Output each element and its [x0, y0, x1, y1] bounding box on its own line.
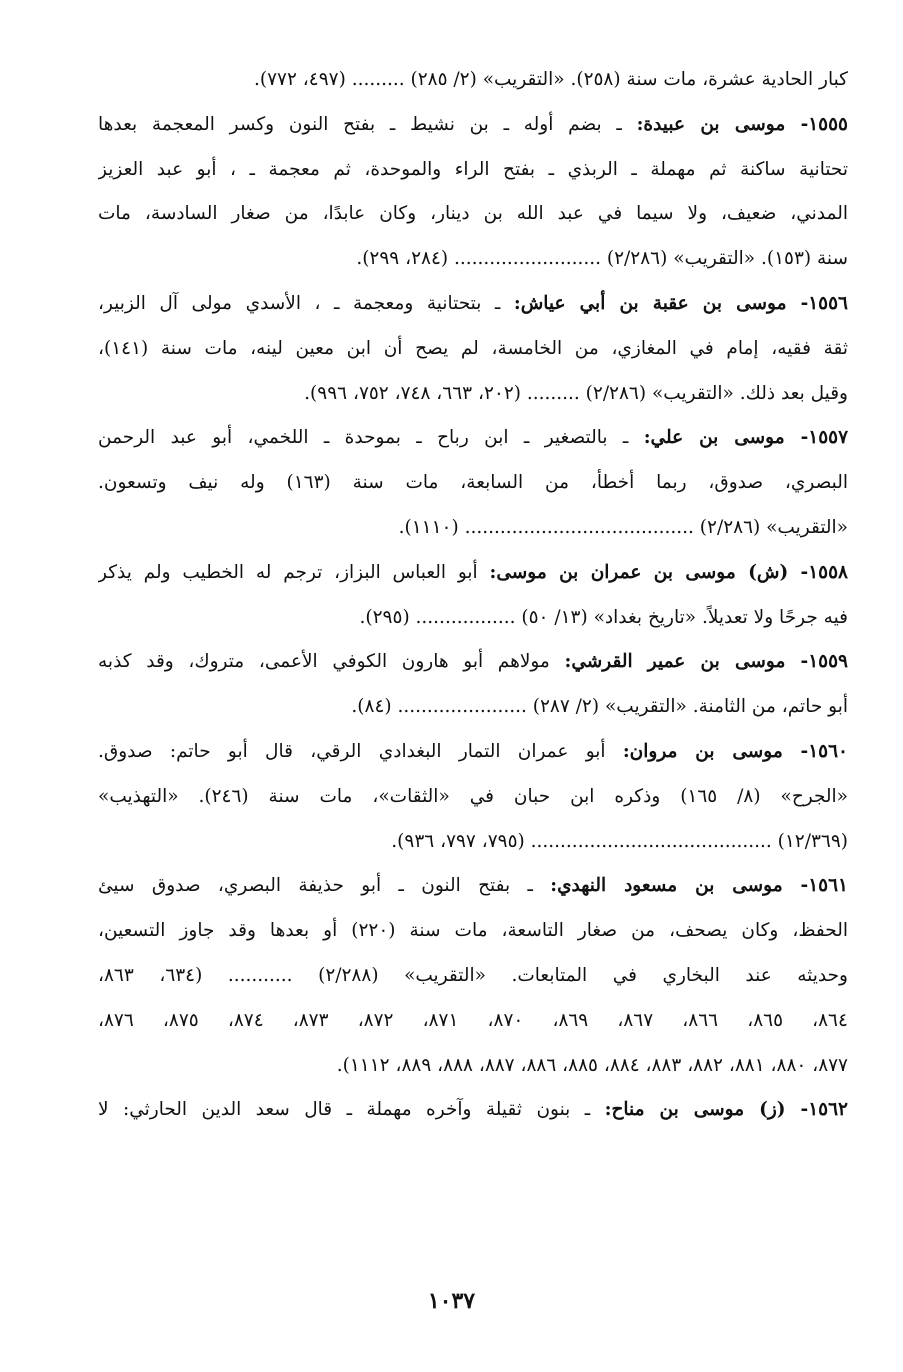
entry-heading: ١٥٦٢- (ز) موسى بن مناح: — [604, 1099, 848, 1121]
entry-text: «التقريب» (٢/٢٨٦) ....................................... (١١١٠). — [398, 516, 848, 538]
text-line — [98, 730, 848, 775]
entry-text: تحتانية ساكنة ثم مهملة ـ الربذي ـ بفتح الراء والموحدة، ثم معجمة ـ ، أبو عبد العزيز — [98, 158, 848, 180]
entry-text: ثقة فقيه، إمام في المغازي، من الخامسة، لم يصح أن ابن معين لينه، مات سنة (١٤١)، — [98, 337, 848, 359]
entry-text: أبو العباس البزاز، ترجم له الخطيب ولم يذكر — [98, 561, 490, 583]
text-line — [98, 820, 848, 865]
entry-heading: ١٥٥٧- موسى بن علي: — [643, 427, 848, 449]
text-line — [98, 372, 848, 417]
entry-text: وقيل بعد ذلك. «التقريب» (٢/٢٨٦) ......... (٢٠٢، ٦٦٣، ٧٤٨، ٧٥٢، ٩٩٦). — [304, 382, 848, 404]
entry-text: ـ بالتصغير ـ ابن رباح ـ بموحدة ـ اللخمي، أبو عبد الرحمن — [98, 427, 644, 449]
text-line — [98, 999, 848, 1044]
entry-text: (١٢/٣٦٩) ......................................... (٧٩٥، ٧٩٧، ٩٣٦). — [391, 830, 848, 852]
page-number: ١٠٣٧ — [427, 1288, 476, 1314]
entry-heading: ١٥٥٥- موسى بن عبيدة: — [636, 113, 848, 135]
entry-heading: ١٥٥٦- موسى بن عقبة بن أبي عياش: — [513, 292, 848, 314]
entry-text: ـ بضم أوله ـ بن نشيط ـ بفتح النون وكسر المعجمة بعدها — [98, 113, 637, 135]
entry-text: ٨٦٤، ٨٦٥، ٨٦٦، ٨٦٧، ٨٦٩، ٨٧٠، ٨٧١، ٨٧٢، ٨٧٣، ٨٧٤، ٨٧٥، ٨٧٦، — [98, 1009, 848, 1031]
text-line — [98, 551, 848, 596]
text-line — [98, 58, 848, 103]
entry-heading: ١٥٦١- موسى بن مسعود النهدي: — [550, 875, 848, 897]
entry-text: وحديثه عند البخاري في المتابعات. «التقريب» (٢/٢٨٨) ........... (٦٣٤، ٨٦٣، — [98, 964, 848, 986]
text-line — [98, 103, 848, 148]
entry-text: ـ بنون ثقيلة وآخره مهملة ـ قال سعد الدين الحارثي: لا — [98, 1099, 605, 1121]
text-line — [98, 954, 848, 999]
text-line — [98, 327, 848, 372]
text-line — [98, 282, 848, 327]
entry-heading: ١٥٥٩- موسى بن عمير القرشي: — [564, 651, 848, 673]
entry-heading: ١٥٥٨- (ش) موسى بن عمران بن موسى: — [489, 561, 848, 583]
text-line — [98, 775, 848, 820]
page-body — [98, 58, 848, 1308]
text-line — [98, 148, 848, 193]
text-line — [98, 416, 848, 461]
entry-text: سنة (١٥٣). «التقريب» (٢/٢٨٦) ......................... (٢٨٤، ٢٩٩). — [356, 248, 848, 270]
text-line — [98, 506, 848, 551]
text-line — [98, 909, 848, 954]
text-line — [98, 192, 848, 237]
text-line — [98, 461, 848, 506]
entry-text: الحفظ، وكان يصحف، من صغار التاسعة، مات سنة (٢٢٠) أو بعدها وقد جاوز التسعين، — [98, 920, 848, 942]
text-line — [98, 685, 848, 730]
entry-text: كبار الحادية عشرة، مات سنة (٢٥٨). «التقريب» (٢/ ٢٨٥) ......... (٤٩٧، ٧٧٢). — [254, 69, 848, 90]
text-line — [98, 640, 848, 685]
entry-text: ٨٧٧، ٨٨٠، ٨٨١، ٨٨٢، ٨٨٣، ٨٨٤، ٨٨٥، ٨٨٦، ٨٨٧، ٨٨٨، ٨٨٩، ١١١٢). — [336, 1054, 848, 1076]
entry-text: ـ بتحتانية ومعجمة ـ ، الأسدي مولى آل الزبير، — [98, 292, 514, 314]
text-line — [98, 864, 848, 909]
entry-text: أبو عمران التمار البغدادي الرقي، قال أبو حاتم: صدوق. — [98, 740, 623, 762]
text-line — [98, 237, 848, 282]
entry-text: «الجرح» (٨/ ١٦٥) وذكره ابن حبان في «الثقات»، مات سنة (٢٤٦). «التهذيب» — [98, 785, 848, 807]
entry-text: أبو حاتم، من الثامنة. «التقريب» (٢/ ٢٨٧) ...................... (٨٤). — [351, 696, 848, 718]
text-line — [98, 1044, 848, 1089]
entry-heading: ١٥٦٠- موسى بن مروان: — [622, 740, 848, 762]
entry-text: ـ بفتح النون ـ أبو حذيفة البصري، صدوق سيئ — [98, 875, 551, 897]
entry-text: البصري، صدوق، ربما أخطأ، من السابعة، مات سنة (١٦٣) وله نيف وتسعون. — [98, 472, 848, 494]
entry-text: مولاهم أبو هارون الكوفي الأعمى، متروك، وقد كذبه — [98, 651, 565, 673]
text-line — [98, 1088, 848, 1133]
text-line — [98, 596, 848, 641]
entry-text: المدني، ضعيف، ولا سيما في عبد الله بن دينار، وكان عابدًا، من صغار السادسة، مات — [98, 203, 848, 225]
entry-text: فيه جرحًا ولا تعديلاً. «تاريخ بغداد» (١٣/ ٥٠) ................. (٢٩٥). — [359, 606, 848, 628]
